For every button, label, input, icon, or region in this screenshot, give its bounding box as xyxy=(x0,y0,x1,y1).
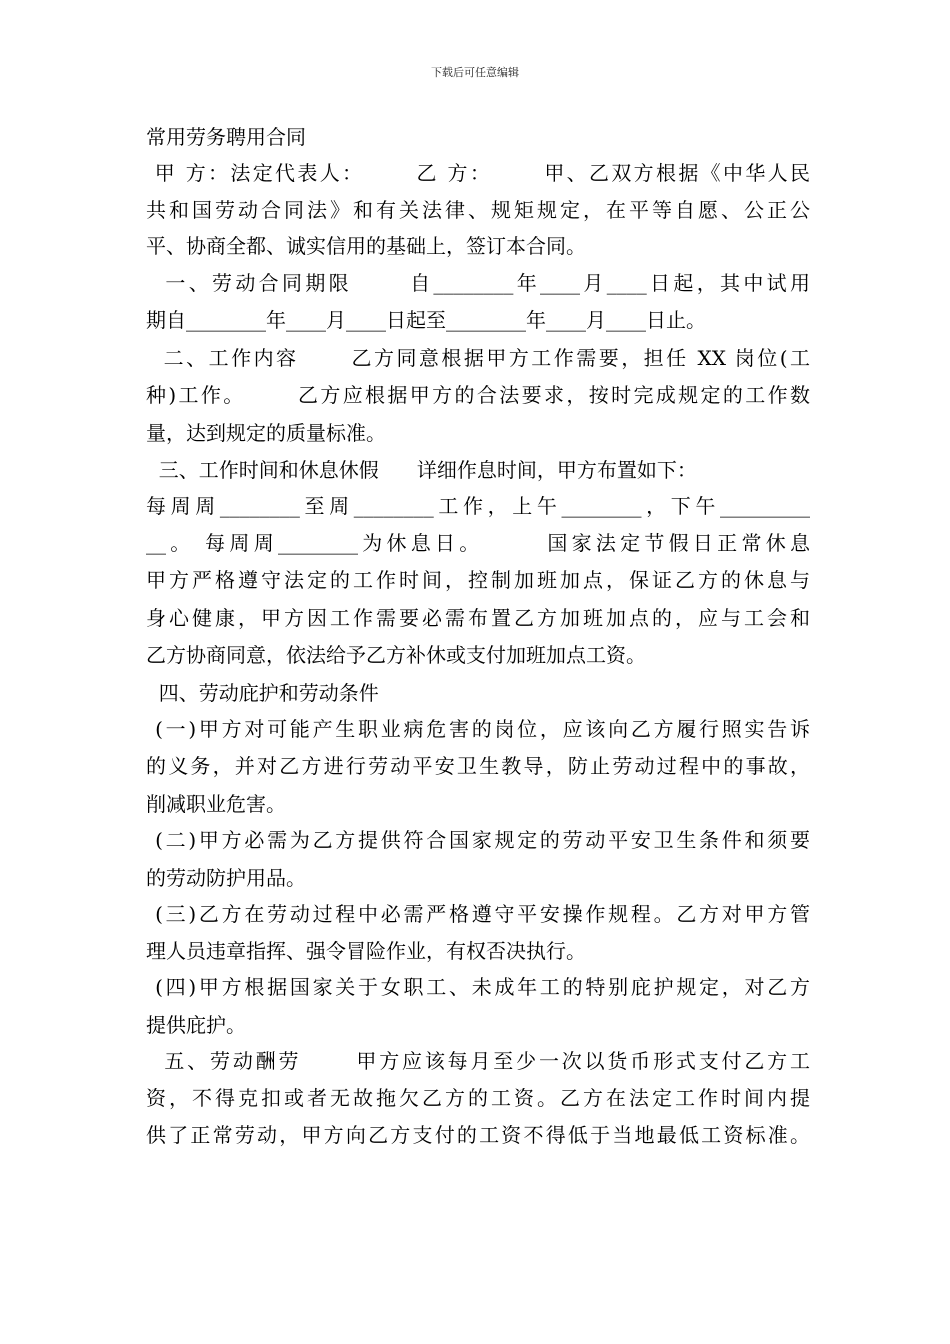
body-line: 三、工作时间和休息休假 详细作息时间，甲方布置如下： xyxy=(146,458,697,482)
body-line: 共和国劳动合同法》和有关法律、规矩规定，在平等自愿、公正公 xyxy=(146,198,810,222)
body-line: 四、劳动庇护和劳动条件 xyxy=(146,681,379,705)
body-line: 资，不得克扣或者无故拖欠乙方的工资。乙方在法定工作时间内提 xyxy=(146,1086,810,1110)
body-line: 种)工作。 乙方应根据甲方的合法要求，按时完成规定的工作数 xyxy=(146,383,810,407)
body-line: 供了正常劳动，甲方向乙方支付的工资不得低于当地最低工资标准。 xyxy=(146,1123,810,1147)
body-line: 的义务，并对乙方进行劳动平安卫生教导，防止劳动过程中的事故， xyxy=(146,754,810,778)
body-line: 每周周________至周________工作，上午________，下午_________ xyxy=(146,494,810,518)
body-line: 甲方严格遵守法定的工作时间，控制加班加点，保证乙方的休息与 xyxy=(146,568,810,592)
body-line: 平、协商全都、诚实信用的基础上，签订本合同。 xyxy=(146,234,586,258)
body-line: 一、劳动合同期限 自________年____月____日起，其中试用 xyxy=(146,271,810,295)
body-line: __。 每周周________为休息日。 国家法定节假日正常休息 xyxy=(146,531,810,555)
body-line: (二)甲方必需为乙方提供符合国家规定的劳动平安卫生条件和须要 xyxy=(146,828,810,852)
body-line: 乙方协商同意，依法给予乙方补休或支付加班加点工资。 xyxy=(146,643,646,667)
body-line: 削减职业危害。 xyxy=(146,792,286,816)
body-line: 的劳动防护用品。 xyxy=(146,866,306,890)
page-header: 下载后可任意编辑 xyxy=(431,66,519,79)
body-line: 五、劳动酬劳 甲方应该每月至少一次以货币形式支付乙方工 xyxy=(146,1049,810,1073)
body-line: (一)甲方对可能产生职业病危害的岗位，应该向乙方履行照实告诉 xyxy=(146,717,810,741)
body-line: (三)乙方在劳动过程中必需严格遵守平安操作规程。乙方对甲方管 xyxy=(146,902,810,926)
body-line: (四)甲方根据国家关于女职工、未成年工的特别庇护规定，对乙方 xyxy=(146,975,810,999)
body-line: 期自________年____月____日起至________年____月____日止。 xyxy=(146,308,706,332)
document-title: 常用劳务聘用合同 xyxy=(146,125,306,149)
body-line: 甲 方：法定代表人： 乙 方： 甲、乙双方根据《中华人民 xyxy=(146,161,810,185)
body-line: 身心健康，甲方因工作需要必需布置乙方加班加点的，应与工会和 xyxy=(146,606,810,630)
body-line: 量，达到规定的质量标准。 xyxy=(146,421,386,445)
body-line: 理人员违章指挥、强令冒险作业，有权否决执行。 xyxy=(146,939,586,963)
body-line: 提供庇护。 xyxy=(146,1013,246,1037)
body-line: 二、工作内容 乙方同意根据甲方工作需要，担任 XX 岗位(工 xyxy=(146,346,810,370)
